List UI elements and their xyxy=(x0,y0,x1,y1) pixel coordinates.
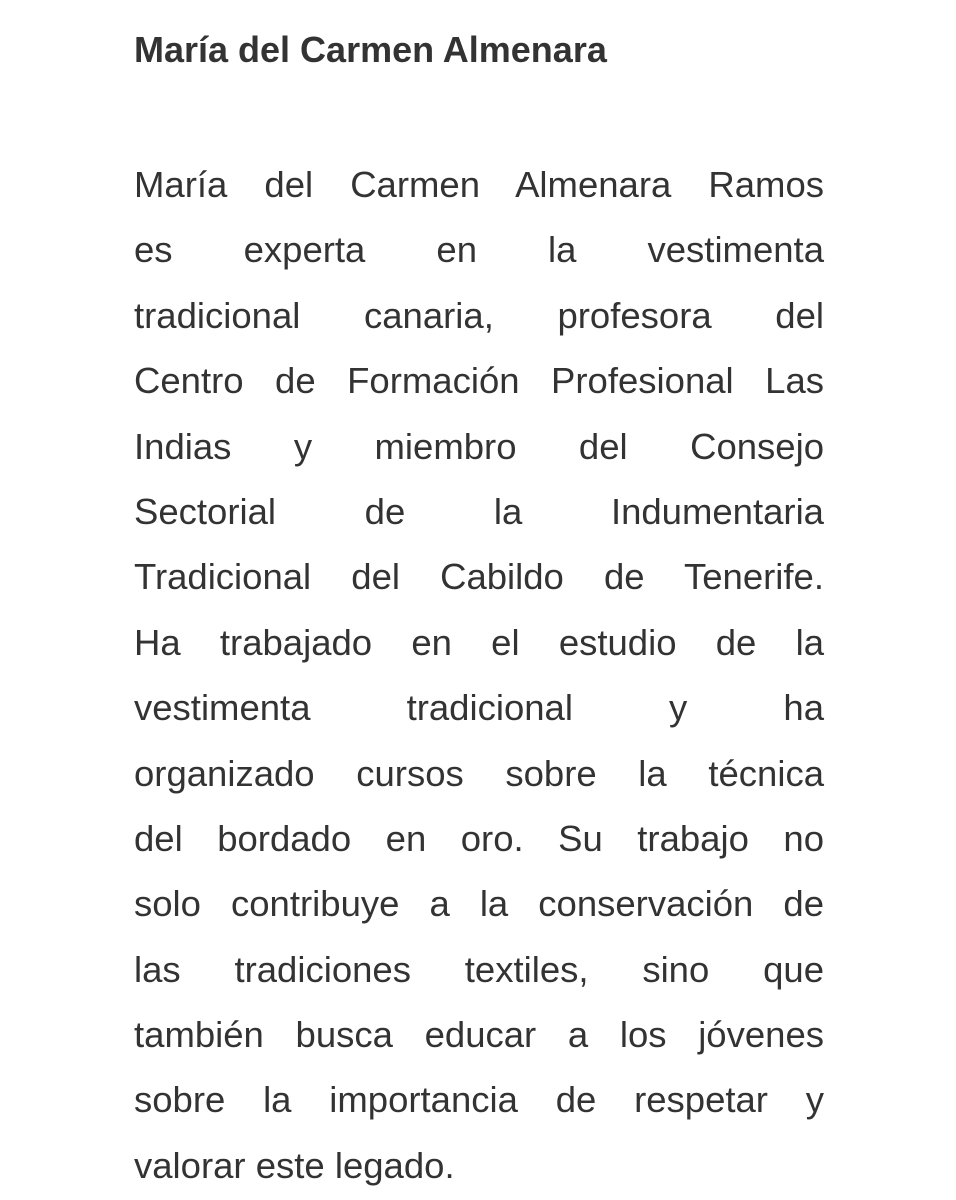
body-line: solo contribuye a la conservación de xyxy=(134,883,824,925)
body-line: vestimenta tradicional y ha xyxy=(134,687,824,729)
body-line: Tradicional del Cabildo de Tenerife. xyxy=(134,556,824,598)
body-line: organizado cursos sobre la técnica xyxy=(134,752,824,794)
body-line: Centro de Formación Profesional Las xyxy=(134,360,824,402)
body-line: sobre la importancia de respetar y xyxy=(134,1079,824,1121)
body-line: María del Carmen Almenara Ramos xyxy=(134,164,824,205)
body-line: Sectorial de la Indumentaria xyxy=(134,490,824,532)
body-line: también busca educar a los jóvenes xyxy=(134,1014,824,1056)
body-line: Ha trabajado en el estudio de la xyxy=(134,621,824,663)
body-line: tradicional canaria, profesora del xyxy=(134,294,824,336)
body-line: las tradiciones textiles, sino que xyxy=(134,948,824,990)
article xyxy=(134,22,824,1198)
article-title: María del Carmen Almenara xyxy=(134,29,607,70)
body-line: es experta en la vestimenta xyxy=(134,229,824,271)
article-body xyxy=(134,152,824,1198)
body-line: Indias y miembro del Consejo xyxy=(134,425,824,467)
body-line: del bordado en oro. Su trabajo no xyxy=(134,817,824,859)
body-line: valorar este legado. xyxy=(134,1144,455,1186)
